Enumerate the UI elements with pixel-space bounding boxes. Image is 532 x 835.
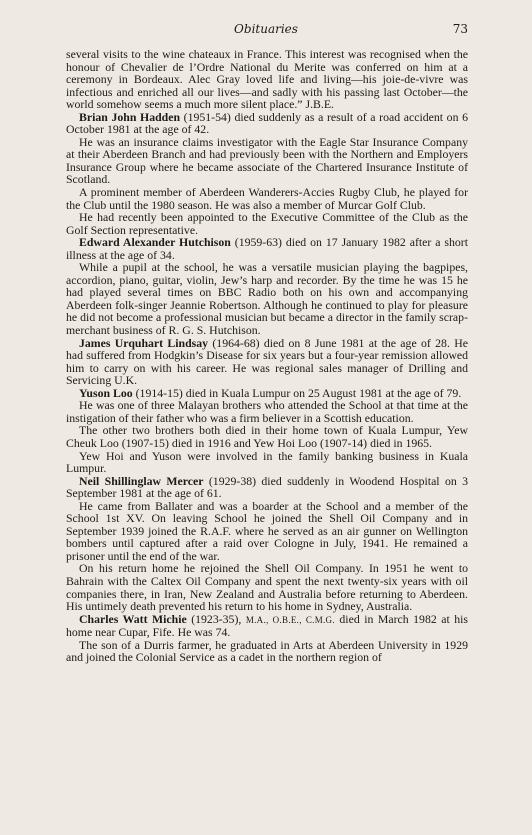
obituary-entry	[66, 613, 468, 639]
paragraph	[66, 211, 468, 236]
page-number: 73	[452, 22, 468, 36]
deceased-name: Yuson Loo	[79, 385, 133, 400]
deceased-name: Charles Watt Michie	[79, 611, 187, 626]
paragraph-text: He was an insurance claims investigator with the Eagle Star Insurance Company at their Aberdeen Branch and had previously been with the Northern and Employers Insurance Group where he became associate of the Chartered Insurance Institute of Scotland.	[66, 134, 468, 187]
paragraph-text: The other two brothers both died in their home town of Kuala Lumpur, Yew Cheuk Loo (1907-15) died in 1916 and Yew Hoi Loo (1907-14) died in 1965.	[66, 423, 468, 450]
paragraph	[66, 424, 468, 449]
paragraph-text: While a pupil at the school, he was a versatile musician playing the bagpipes, accordion, piano, guitar, violin, Jew’s harp and recorder. By the time he was 15 he had played several times on BBC Radio both on his own and accompanying Aberdeen folk-singer Jeannie Robertson. Although he continued to play for pleasure he did not become a professional musician but became a director in the family scrap-merchant business of R. G. S. Hutchison.	[66, 260, 468, 338]
paragraph	[66, 450, 468, 475]
obituaries-text-column	[66, 48, 468, 664]
entry-text: (1914-15) died in Kuala Lumpur on 25 August 1981 at the age of 79.	[132, 385, 462, 400]
deceased-name: Neil Shillinglaw Mercer	[79, 473, 204, 488]
obituary-entry	[66, 236, 468, 261]
entry-text: (1964-68) died on 8 June 1981 at the age of 28. He had suffered from Hodgkin’s Disease for six years but a four-year remission allowed him to carry on with his career. He was regional sales manager of Drilling and Servicing U.K.	[66, 335, 468, 388]
paragraph	[66, 562, 468, 612]
paragraph-text: A prominent member of Aberdeen Wanderers-Accies Rugby Club, he played for the Club until the 1980 season. He was also a member of Murcar Golf Club.	[66, 185, 468, 212]
obituary-entry	[66, 475, 468, 500]
paragraph	[66, 261, 468, 336]
honours: M.A., O.B.E., C.M.G.	[245, 614, 335, 625]
entry-text-before-honours: (1923-35),	[186, 611, 246, 626]
paragraph	[66, 500, 468, 563]
obituary-entry	[66, 111, 468, 136]
paragraph-text: On his return home he rejoined the Shell Oil Company. In 1951 he went to Bahrain with the Caltex Oil Company and spent the next twenty-six years with oil companies there, in Iran, New Zealand and Australia before returning to Aberdeen. His untimely death prevented his return to his home in Sydney, Australia.	[66, 561, 468, 614]
deceased-name: James Urquhart Lindsay	[79, 335, 209, 350]
section-title: Obituaries	[234, 22, 298, 36]
paragraph-text: Yew Hoi and Yuson were involved in the family banking business in Kuala Lumpur.	[66, 448, 468, 476]
deceased-name: Edward Alexander Hutchison	[79, 235, 231, 250]
paragraph-text: He had recently been appointed to the Executive Committee of the Club as the Golf Section representative.	[66, 210, 468, 237]
paragraph-text: He came from Ballater and was a boarder at the School and a member of the School 1st XV. On leaving School he joined the Shell Oil Company and in September 1939 joined the R.A.F. where he served as an air gunner on Wellington bombers until captured after a raid over Cologne in July, 1941. He remained a prisoner until the end of the war.	[66, 498, 468, 563]
running-head	[0, 22, 532, 36]
entry-text: (1959-63) died on 17 January 1982 after a short illness at the age of 34.	[66, 235, 468, 262]
obituary-entry	[66, 337, 468, 387]
paragraph-text: He was one of three Malayan brothers who attended the School at that time at the instigation of their father who was a firm believer in a Scottish education.	[66, 398, 468, 425]
paragraph-text: several visits to the wine chateaux in France. This interest was recognised when the honour of Chevalier de l’Ordre National du Merite was conferred on him at a ceremony in Bordeaux. Alec Gray loved life and living—his joie-de-vivre was infectious and enriched all our lives—and sadly with his passing last October—the world somehow seems a much more silent place.” J.B.E.	[66, 47, 468, 112]
deceased-name: Brian John Hadden	[79, 109, 181, 124]
entry-text: (1929-38) died suddenly in Woodend Hospital on 3 September 1981 at the age of 61.	[66, 473, 468, 501]
paragraph	[66, 639, 468, 664]
entry-text: (1951-54) died suddenly as a result of a road accident on 6 October 1981 at the age of 42.	[66, 109, 469, 137]
entry-text: died in March 1982 at his home near Cupar, Fife. He was 74.	[66, 611, 468, 640]
paragraph	[66, 399, 468, 424]
paragraph	[66, 48, 468, 111]
paragraph	[66, 186, 468, 211]
paragraph	[66, 136, 468, 186]
paragraph-text: The son of a Durris farmer, he graduated in Arts at Aberdeen University in 1929 and joined the Colonial Service as a cadet in the northern region of	[66, 637, 468, 665]
